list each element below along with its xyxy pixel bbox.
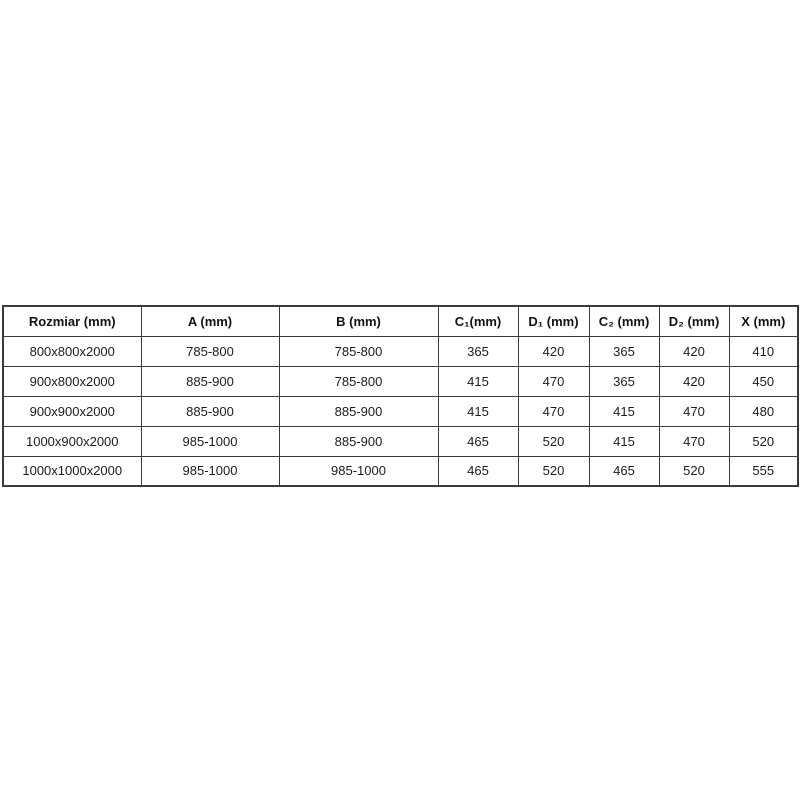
column-header-x: X (mm) xyxy=(729,306,798,336)
table-cell: 465 xyxy=(589,456,659,486)
table-cell: 465 xyxy=(438,426,518,456)
table-row xyxy=(3,366,798,396)
dimensions-table xyxy=(2,305,799,487)
table-cell: 885-900 xyxy=(141,396,279,426)
table-cell: 480 xyxy=(729,396,798,426)
table-cell: 520 xyxy=(518,456,589,486)
table-cell: 415 xyxy=(438,396,518,426)
table-cell: 900x900x2000 xyxy=(3,396,141,426)
table-row xyxy=(3,336,798,366)
table-cell: 415 xyxy=(438,366,518,396)
table-cell: 785-800 xyxy=(279,366,438,396)
table-cell: 470 xyxy=(659,396,729,426)
table-cell: 420 xyxy=(659,336,729,366)
table-cell: 520 xyxy=(729,426,798,456)
table-cell: 365 xyxy=(589,336,659,366)
table-cell: 520 xyxy=(518,426,589,456)
table-cell: 415 xyxy=(589,396,659,426)
table-cell: 885-900 xyxy=(141,366,279,396)
table-cell: 785-800 xyxy=(279,336,438,366)
table-cell: 470 xyxy=(518,366,589,396)
table-cell: 800x800x2000 xyxy=(3,336,141,366)
table-cell: 1000x900x2000 xyxy=(3,426,141,456)
table-cell: 985-1000 xyxy=(141,456,279,486)
column-header-c1: C₁(mm) xyxy=(438,306,518,336)
table-cell: 420 xyxy=(659,366,729,396)
table-row xyxy=(3,426,798,456)
table-cell: 985-1000 xyxy=(141,426,279,456)
table-cell: 415 xyxy=(589,426,659,456)
column-header-rozmiar: Rozmiar (mm) xyxy=(3,306,141,336)
column-header-c2: C₂ (mm) xyxy=(589,306,659,336)
header-row xyxy=(3,306,798,336)
table-row xyxy=(3,396,798,426)
table-cell: 410 xyxy=(729,336,798,366)
column-header-a: A (mm) xyxy=(141,306,279,336)
table-cell: 885-900 xyxy=(279,426,438,456)
dimensions-table-container xyxy=(2,305,797,487)
table-cell: 1000x1000x2000 xyxy=(3,456,141,486)
table-cell: 470 xyxy=(659,426,729,456)
table-cell: 465 xyxy=(438,456,518,486)
table-cell: 365 xyxy=(589,366,659,396)
table-cell: 900x800x2000 xyxy=(3,366,141,396)
column-header-b: B (mm) xyxy=(279,306,438,336)
table-cell: 785-800 xyxy=(141,336,279,366)
table-cell: 555 xyxy=(729,456,798,486)
column-header-d1: D₁ (mm) xyxy=(518,306,589,336)
column-header-d2: D₂ (mm) xyxy=(659,306,729,336)
table-cell: 420 xyxy=(518,336,589,366)
table-cell: 985-1000 xyxy=(279,456,438,486)
table-cell: 885-900 xyxy=(279,396,438,426)
table-cell: 365 xyxy=(438,336,518,366)
table-cell: 450 xyxy=(729,366,798,396)
table-cell: 470 xyxy=(518,396,589,426)
table-cell: 520 xyxy=(659,456,729,486)
table-row xyxy=(3,456,798,486)
